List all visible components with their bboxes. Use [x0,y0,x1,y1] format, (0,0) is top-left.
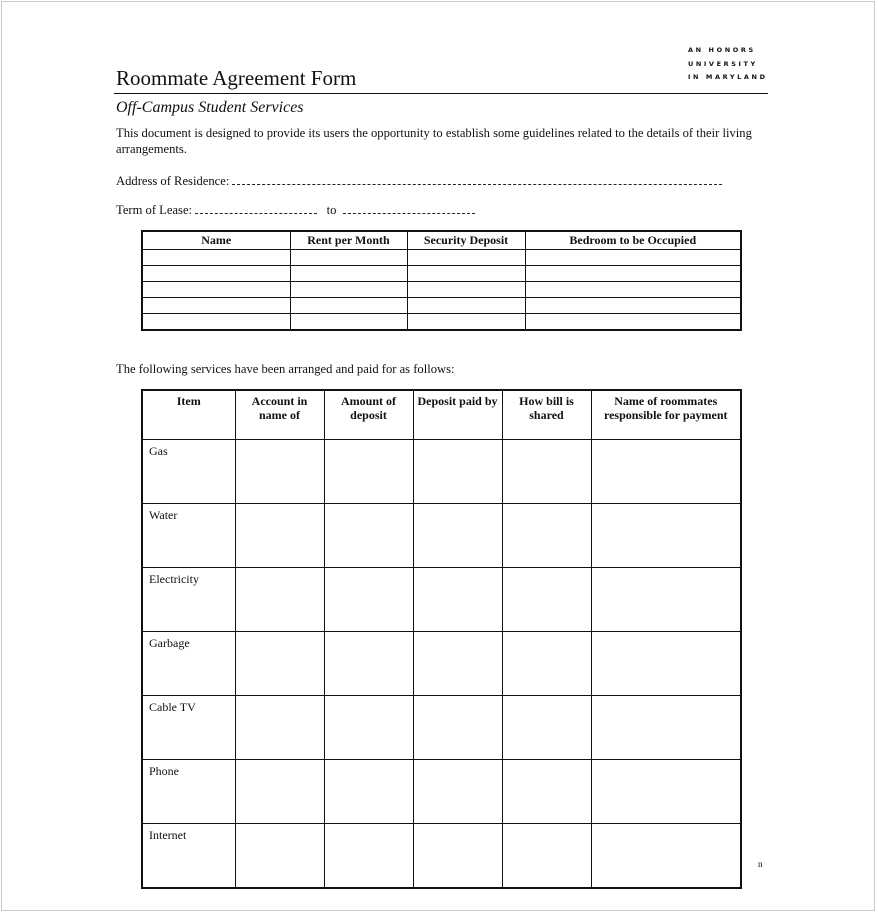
lease-cell[interactable] [142,298,290,314]
service-item-label: Water [142,504,235,568]
service-cell[interactable] [502,696,591,760]
service-cell[interactable] [502,632,591,696]
services-intro: The following services have been arranged and paid for as follows: [116,362,455,376]
service-cell[interactable] [502,440,591,504]
service-cell[interactable] [591,632,741,696]
lease-cell[interactable] [525,282,741,298]
service-cell[interactable] [235,440,324,504]
lease-row [142,298,741,314]
service-row-gas [142,440,741,504]
lease-cell[interactable] [525,298,741,314]
service-cell[interactable] [502,504,591,568]
service-cell[interactable] [413,568,502,632]
service-cell[interactable] [235,760,324,824]
lease-row [142,250,741,266]
service-cell[interactable] [324,696,413,760]
services-header-paid-by: Deposit paid by [413,390,502,440]
service-cell[interactable] [235,696,324,760]
service-cell[interactable] [502,824,591,889]
service-cell[interactable] [324,632,413,696]
lease-cell[interactable] [142,282,290,298]
service-cell[interactable] [324,760,413,824]
lease-cell[interactable] [290,314,407,331]
lease-row [142,282,741,298]
service-cell[interactable] [235,568,324,632]
lease-header-bedroom: Bedroom to be Occupied [525,231,741,250]
lease-table [141,230,742,331]
lease-cell[interactable] [142,250,290,266]
service-cell[interactable] [413,504,502,568]
logo-line-2: UNIVERSITY [688,59,758,68]
service-item-label: Electricity [142,568,235,632]
intro-paragraph: This document is designed to provide its users the opportunity to establish some guidelines related to the details of their living arrangements. [116,126,752,156]
service-cell[interactable] [591,568,741,632]
service-cell[interactable] [413,440,502,504]
term-start-field[interactable] [195,202,317,214]
lease-row [142,314,741,331]
lease-cell[interactable] [525,250,741,266]
service-row-internet [142,824,741,889]
logo-line-1: AN HONORS [688,46,756,54]
services-table [141,389,742,889]
lease-cell[interactable] [290,266,407,282]
service-row-phone [142,760,741,824]
service-cell[interactable] [413,632,502,696]
services-header-row [142,390,741,440]
address-field[interactable] [232,173,722,185]
page-title: Roommate Agreement Form [116,66,357,90]
service-item-label: Internet [142,824,235,889]
address-label: Address of Residence: [116,174,230,188]
address-row [116,173,722,189]
term-row [116,202,475,218]
lease-header-rent: Rent per Month [290,231,407,250]
service-cell[interactable] [502,568,591,632]
service-cell[interactable] [413,696,502,760]
lease-cell[interactable] [290,298,407,314]
page-subtitle: Off-Campus Student Services [116,99,304,116]
lease-cell[interactable] [407,314,525,331]
lease-header-name: Name [142,231,290,250]
term-to-label: to [326,203,337,217]
lease-cell[interactable] [407,250,525,266]
service-cell[interactable] [591,760,741,824]
lease-header-deposit: Security Deposit [407,231,525,250]
lease-header-row [142,231,741,250]
lease-cell[interactable] [525,266,741,282]
service-cell[interactable] [413,824,502,889]
service-cell[interactable] [324,440,413,504]
service-cell[interactable] [235,824,324,889]
service-cell[interactable] [235,632,324,696]
service-cell[interactable] [324,824,413,889]
service-row-garbage [142,632,741,696]
lease-cell[interactable] [407,298,525,314]
services-header-amount: Amount of deposit [324,390,413,440]
service-cell[interactable] [324,568,413,632]
lease-cell[interactable] [407,266,525,282]
lease-cell[interactable] [407,282,525,298]
term-label: Term of Lease: [116,203,193,217]
service-row-water [142,504,741,568]
lease-cell[interactable] [142,266,290,282]
lease-cell[interactable] [525,314,741,331]
service-item-label: Gas [142,440,235,504]
service-item-label: Cable TV [142,696,235,760]
service-cell[interactable] [502,760,591,824]
services-header-account: Account in name of [235,390,324,440]
services-header-item: Item [142,390,235,440]
service-row-cable-tv [142,696,741,760]
title-divider [114,93,768,94]
services-header-responsible: Name of roommates responsible for payment [591,390,741,440]
service-item-label: Phone [142,760,235,824]
service-cell[interactable] [235,504,324,568]
services-header-shared: How bill is shared [502,390,591,440]
service-cell[interactable] [591,504,741,568]
service-row-electricity [142,568,741,632]
university-logo [688,44,768,85]
service-cell[interactable] [591,696,741,760]
logo-line-3: IN MARYLAND [688,73,768,81]
service-cell[interactable] [591,440,741,504]
service-cell[interactable] [413,760,502,824]
lease-cell[interactable] [290,282,407,298]
lease-cell[interactable] [142,314,290,331]
lease-row [142,266,741,282]
service-cell[interactable] [591,824,741,889]
term-end-field[interactable] [343,202,475,214]
page-mark: n [758,859,763,869]
service-item-label: Garbage [142,632,235,696]
lease-cell[interactable] [290,250,407,266]
service-cell[interactable] [324,504,413,568]
